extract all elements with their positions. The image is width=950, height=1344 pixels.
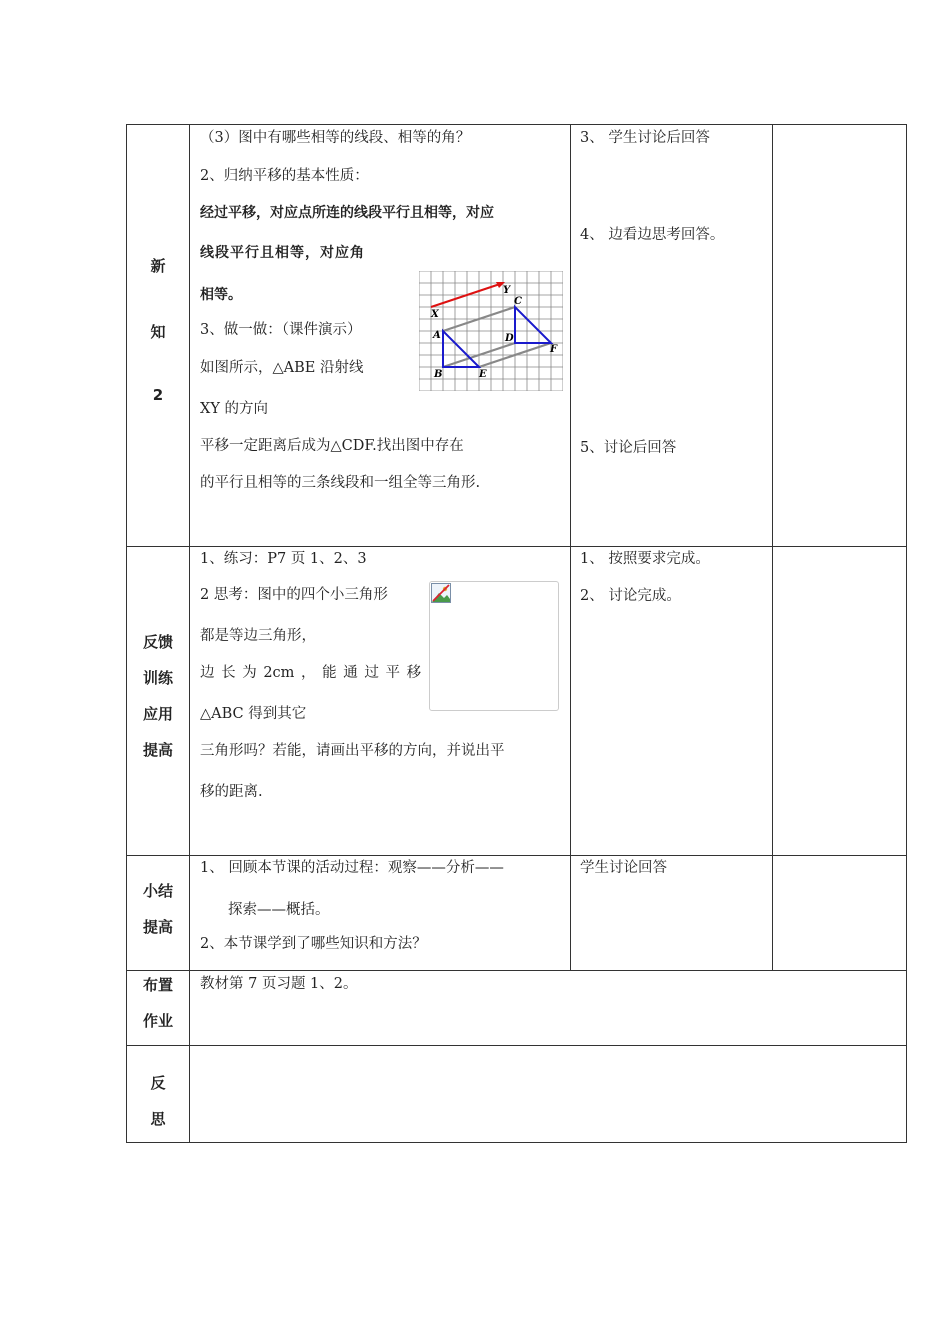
content-line: △ABC 得到其它 <box>200 706 307 722</box>
triangle-cdf <box>515 307 551 343</box>
student-activity: 4、 边看边思考回答。 <box>580 227 725 243</box>
row-divider <box>127 970 906 971</box>
broken-image-icon <box>431 583 451 603</box>
column-divider <box>772 125 773 971</box>
student-activity: 学生讨论回答 <box>580 860 667 876</box>
point-label: A <box>433 330 441 341</box>
point-label: F <box>550 344 558 355</box>
student-activity: 1、 按照要求完成。 <box>580 551 710 567</box>
column-divider <box>570 125 571 971</box>
row-label-line: 应用 <box>142 705 173 723</box>
content-line: 2 思考：图中的四个小三角形 <box>200 587 388 603</box>
content-line: 如图所示，△ABE 沿射线 <box>200 360 364 376</box>
point-label: E <box>479 369 487 380</box>
image-placeholder <box>429 581 559 711</box>
homework-text: 教材第 7 页习题 1、2。 <box>200 976 358 992</box>
row-label-char: 思 <box>150 1110 166 1128</box>
content-line: 2、本节课学到了哪些知识和方法？ <box>200 936 427 952</box>
row-label-line: 提高 <box>142 741 173 759</box>
student-activity: 2、 讨论完成。 <box>580 588 681 604</box>
row-label-line: 布置 <box>142 976 173 994</box>
property-statement: 线段平行且相等，对应角 <box>200 245 365 261</box>
content-line: 边 长 为 2cm ， 能 通 过 平 移 <box>200 665 422 681</box>
content-line: 平移一定距离后成为△CDF.找出图中存在 <box>200 438 464 454</box>
point-label: X <box>431 309 439 320</box>
student-activity: 5、讨论后回答 <box>580 440 677 456</box>
translation-figure <box>419 271 563 391</box>
row-divider <box>127 1045 906 1046</box>
content-line: 2、归纳平移的基本性质： <box>200 168 369 184</box>
row-label-char: 知 <box>150 323 166 341</box>
row-divider <box>127 546 906 547</box>
content-line: 移的距离. <box>200 784 263 800</box>
property-statement: 经过平移，对应点所连的线段平行且相等，对应 <box>200 205 494 221</box>
content-line: 都是等边三角形， <box>200 628 316 644</box>
content-line: 1、 回顾本节课的活动过程：观察——分析—— <box>200 860 504 876</box>
row-label-line: 小结 <box>142 882 173 900</box>
column-divider <box>189 125 190 1142</box>
content-line: 三角形吗？若能，请画出平移的方向，并说出平 <box>200 743 505 759</box>
point-label: D <box>505 333 514 344</box>
row-divider <box>127 855 906 856</box>
content-line: 探索——概括。 <box>228 902 330 918</box>
row-label-line: 训练 <box>142 669 173 687</box>
row-label-char: 反 <box>150 1074 166 1092</box>
property-statement: 相等。 <box>200 287 242 303</box>
point-label: Y <box>503 285 511 296</box>
point-label: B <box>434 369 443 380</box>
row-label-line: 反馈 <box>142 633 173 651</box>
content-line: 的平行且相等的三条线段和一组全等三角形. <box>200 475 481 491</box>
row-label-char: 2 <box>152 386 164 404</box>
point-label: C <box>514 296 522 307</box>
row-label-line: 作业 <box>142 1012 173 1030</box>
student-activity: 3、 学生讨论后回答 <box>580 130 710 146</box>
content-line: 1、练习：P7 页 1、2、3 <box>200 551 367 567</box>
row-label-char: 新 <box>150 257 166 275</box>
row-label-line: 提高 <box>142 918 173 936</box>
lesson-table <box>126 124 907 1143</box>
content-line: XY 的方向 <box>200 401 269 417</box>
content-line: （3）图中有哪些相等的线段、相等的角？ <box>200 130 471 146</box>
content-line: 3、做一做：（课件演示） <box>200 322 362 338</box>
